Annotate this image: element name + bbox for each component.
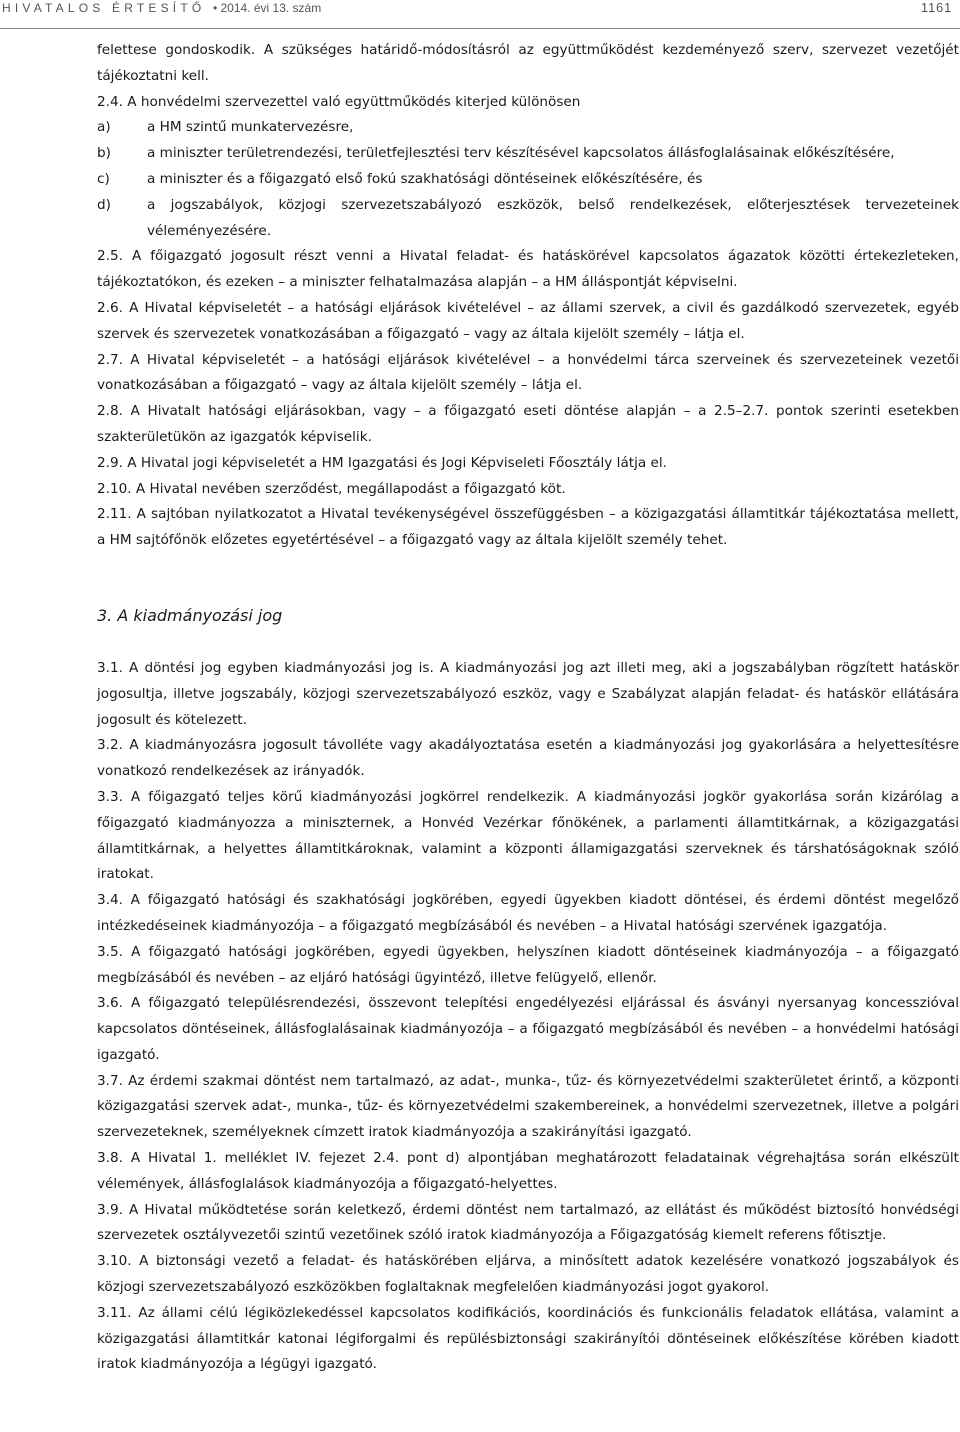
paragraph-3-3: 3.3. A főigazgató teljes körű kiadmányozási jogkörrel rendelkezik. A kiadmányozási jogkör gyakorlása során kizárólag a főigazgató kiadmányozza a miniszternek, a Honvéd Vezérkar főnökének, a parlamenti államtitkárnak, a közigazgatási államtitkárnak, a helyettes államtitkároknak, valamint a központi államigazgatási szerveknek és társhatóságoknak szóló iratokat. bbox=[97, 788, 959, 883]
paragraph-3-2: 3.2. A kiadmányozásra jogosult távolléte vagy akadályoztatása esetén a kiadmányozási jog gyakorlására a helyettesítésre vonatkozó rendelkezések az irányadók. bbox=[97, 737, 959, 780]
list-item-label: b) bbox=[97, 145, 111, 162]
paragraph-2-5: 2.5. A főigazgató jogosult részt venni a Hivatal feladat- és hatáskörével kapcsolatos ágazatok közötti értekezleteken, tájékoztatókon, és ezeken – a miniszter felhatalmazása alapján – a HM álláspontját képviselni. bbox=[97, 248, 959, 291]
paragraph-2-4: 2.4. A honvédelmi szervezettel való együttműködés kiterjed különösen bbox=[97, 93, 581, 110]
section-title: 3. A kiadmányozási jog bbox=[97, 605, 283, 625]
list-item-text: a miniszter területrendezési, területfejlesztési terv készítésével kapcsolatos állásfoglalásainak előkészítésére, bbox=[147, 145, 895, 162]
list-item-label: d) bbox=[97, 196, 111, 213]
list-item-text: a HM szintű munkatervezésre, bbox=[147, 119, 354, 136]
continuation-paragraph: felettese gondoskodik. A szükséges határidő-módosításról az együttműködést kezdeményező szerv, szervezet vezetőjét tájékoztatni kell. bbox=[97, 42, 959, 84]
list-item bbox=[97, 193, 959, 245]
list-item-label: c) bbox=[97, 170, 110, 187]
list-item bbox=[97, 167, 959, 193]
paragraph-2-9: 2.9. A Hivatal jogi képviseletét a HM Igazgatási és Jogi Képviseleti Főosztály látja el. bbox=[97, 454, 667, 471]
list-item bbox=[97, 115, 959, 141]
journal-name: HIVATALOS ÉRTESÍTŐ bbox=[2, 1, 206, 15]
page-number: 1161 bbox=[920, 0, 952, 15]
paragraph-2-7: 2.7. A Hivatal képviseletét – a hatósági eljárások kivételével – a honvédelmi tárca szerveinek és szervezeteinek vezetői vonatkozásában a főigazgató – vagy az általa kijelölt személy – látja el. bbox=[97, 351, 959, 394]
paragraph-3-4: 3.4. A főigazgató hatósági és szakhatósági jogkörében, egyedi ügyekben kiadott döntései, és érdemi döntést megelőző intézkedéseinek kiadmányozója – a főigazgató megbízásából és nevében – a Hivatal hatósági szervének igazgatója. bbox=[97, 892, 959, 934]
paragraph-2-8: 2.8. A Hivatalt hatósági eljárásokban, vagy – a főigazgató eseti döntése alapján – a 2.5–2.7. pontok szerinti esetekben szakterületükön az igazgatók képviselik. bbox=[97, 403, 959, 445]
paragraph-2-10: 2.10. A Hivatal nevében szerződést, megállapodást a főigazgató köt. bbox=[97, 480, 566, 497]
list-item-text: a jogszabályok, közjogi szervezetszabályozó eszközök, belső rendelkezések, előterjesztések tervezeteinek véleményezésére. bbox=[147, 196, 959, 239]
list-item bbox=[97, 141, 959, 167]
paragraph-2-11: 2.11. A sajtóban nyilatkozatot a Hivatal tevékenységével összefüggésben – a közigazgatási államtitkár tájékoztatása mellett, a HM sajtófőnök előzetes egyetértésével – a főigazgató vagy az általa kijelölt személy tehet. bbox=[97, 506, 959, 549]
issue-info: • 2014. évi 13. szám bbox=[212, 1, 322, 15]
page-body bbox=[97, 38, 959, 1378]
paragraph-3-10: 3.10. A biztonsági vezető a feladat- és hatáskörében eljárva, a minősített adatok kezelésére vonatkozó jogszabályok és közjogi szervezetszabályozó eszközökben foglaltaknak megfelelően kiadmányozási jogot gyakorol. bbox=[97, 1253, 959, 1296]
paragraph-3-5: 3.5. A főigazgató hatósági jogkörében, egyedi ügyekben, helyszínen kiadott döntéseinek kiadmányozója – a főigazgató megbízásából és nevében – az eljáró hatósági ügyintéző, illetve felügyelő, ellenőr. bbox=[97, 943, 959, 986]
paragraph-2-6: 2.6. A Hivatal képviseletét – a hatósági eljárások kivételével – az állami szervek, a civil és gazdálkodó szervezetek, egyéb szervek és szervezetek vonatkozásában a főigazgató – vagy az általa kijelölt személy – látja el. bbox=[97, 299, 959, 342]
list-item-label: a) bbox=[97, 119, 111, 136]
list-item-text: a miniszter és a főigazgató első fokú szakhatósági döntéseinek előkészítésére, és bbox=[147, 170, 703, 187]
paragraph-3-11: 3.11. Az állami célú légiközlekedéssel kapcsolatos kodifikációs, koordinációs és funkcionális feladatok ellátása, valamint a közigazgatási államtitkár katonai légiforgalmi és repülésbiztonsági szakirányítói döntéseinek előkészítése körében kiadott iratok kiadmányozója a légügyi igazgató. bbox=[97, 1304, 959, 1373]
paragraph-3-6: 3.6. A főigazgató településrendezési, összevont telepítési engedélyezési eljárással és ásványi nyersanyag koncesszióval kapcsolatos döntéseinek, állásfoglalásainak kiadmányozója – a főigazgató megbízásából és nevében – a honvédelmi hatósági igazgató. bbox=[97, 995, 959, 1063]
running-header bbox=[0, 0, 960, 29]
paragraph-3-7: 3.7. Az érdemi szakmai döntést nem tartalmazó, az adat-, munka-, tűz- és környezetvédelmi szakterületet érintő, a központi közigazgatási szervek adat-, munka-, tűz- és környezetvédelmi szakembereinek, a honvédelmi szervezetnek, illetve a polgári szervezeteknek, személyeknek címzett iratok kiadmányozója a szakirányítási igazgató. bbox=[97, 1072, 959, 1141]
paragraph-3-8: 3.8. A Hivatal 1. melléklet IV. fejezet 2.4. pont d) alpontjában meghatározott feladatainak végrehajtása során elkészült vélemények, állásfoglalások kiadmányozója a főigazgató-helyettes. bbox=[97, 1150, 959, 1192]
paragraph-3-9: 3.9. A Hivatal működtetése során keletkező, érdemi döntést nem tartalmazó, az ellátást és működést biztosító honvédségi szervezetek osztályvezetői szintű vezetőinek szóló iratok kiadmányozója a Főigazgatóság kiemelt referens főtisztje. bbox=[97, 1201, 959, 1244]
journal-title bbox=[2, 0, 321, 16]
paragraph-3-1: 3.1. A döntési jog egyben kiadmányozási jog is. A kiadmányozási jog azt illeti meg, aki a jogszabályban rögzített hatáskör jogosultja, illetve jogszabály, közjogi szervezetszabályozó eszköz, vagy e Szabályzat alapján feladat- és hatáskör ellátására jogosult és kötelezett. bbox=[97, 659, 959, 728]
